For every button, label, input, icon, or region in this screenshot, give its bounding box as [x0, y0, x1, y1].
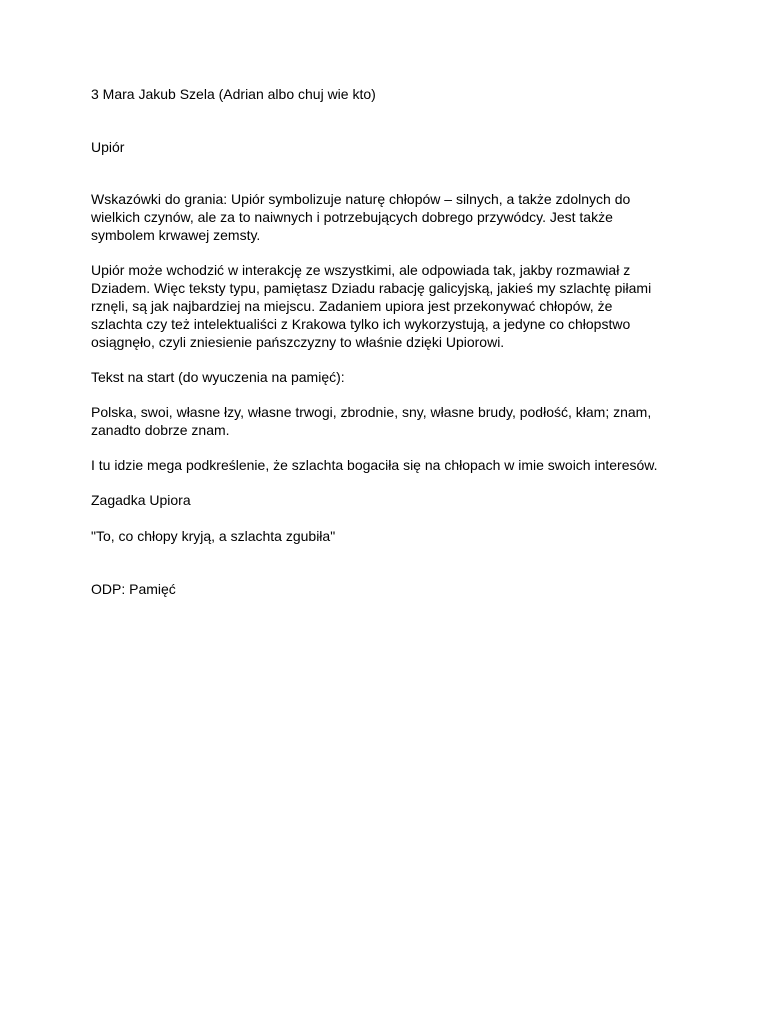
interaction-line: szlachta czy też intelektualiści z Krakowa tylko ich wykorzystują, a jedyne co chłopstwo: [91, 316, 631, 332]
interaction-line: rznęli, są jak najbardziej na miejscu. Zadaniem upiora jest przekonywać chłopów, że: [91, 298, 613, 314]
riddle-text: "To, co chłopy kryją, a szlachta zgubiła": [91, 528, 336, 544]
interaction-line: Upiór może wchodzić w interakcję ze wszystkimi, ale odpowiada tak, jakby rozmawiał z: [91, 262, 631, 278]
answer-text: ODP: Pamięć: [91, 581, 176, 597]
guidelines-line: wielkich czynów, ale za to naiwnych i potrzebujących dobrego przywódcy. Jest także: [91, 209, 613, 225]
start-label: Tekst na start (do wyuczenia na pamięć):: [91, 369, 345, 385]
guidelines-line: Wskazówki do grania: Upiór symbolizuje naturę chłopów – silnych, a także zdolnych do: [91, 191, 631, 207]
interaction-line: osiągnęło, czyli zniesienie pańszczyzny to właśnie dzięki Upiorowi.: [91, 334, 505, 350]
interaction-line: Dziadem. Więc teksty typu, pamiętasz Dziadu rabację galicyjską, jakieś my szlachtę piłami: [91, 280, 652, 296]
start-text-line: Polska, swoi, własne łzy, własne trwogi, zbrodnie, sny, własne brudy, podłość, kłam; znam,: [91, 404, 652, 420]
emphasis-text: I tu idzie mega podkreślenie, że szlachta bogaciła się na chłopach w imie swoich interesów.: [91, 457, 658, 473]
character-name: Upiór: [91, 139, 125, 155]
guidelines-line: symbolem krwawej zemsty.: [91, 227, 261, 243]
document-header: 3 Mara Jakub Szela (Adrian albo chuj wie kto): [91, 86, 376, 102]
riddle-title: Zagadka Upiora: [91, 492, 191, 508]
start-text-line: zanadto dobrze znam.: [91, 422, 230, 438]
